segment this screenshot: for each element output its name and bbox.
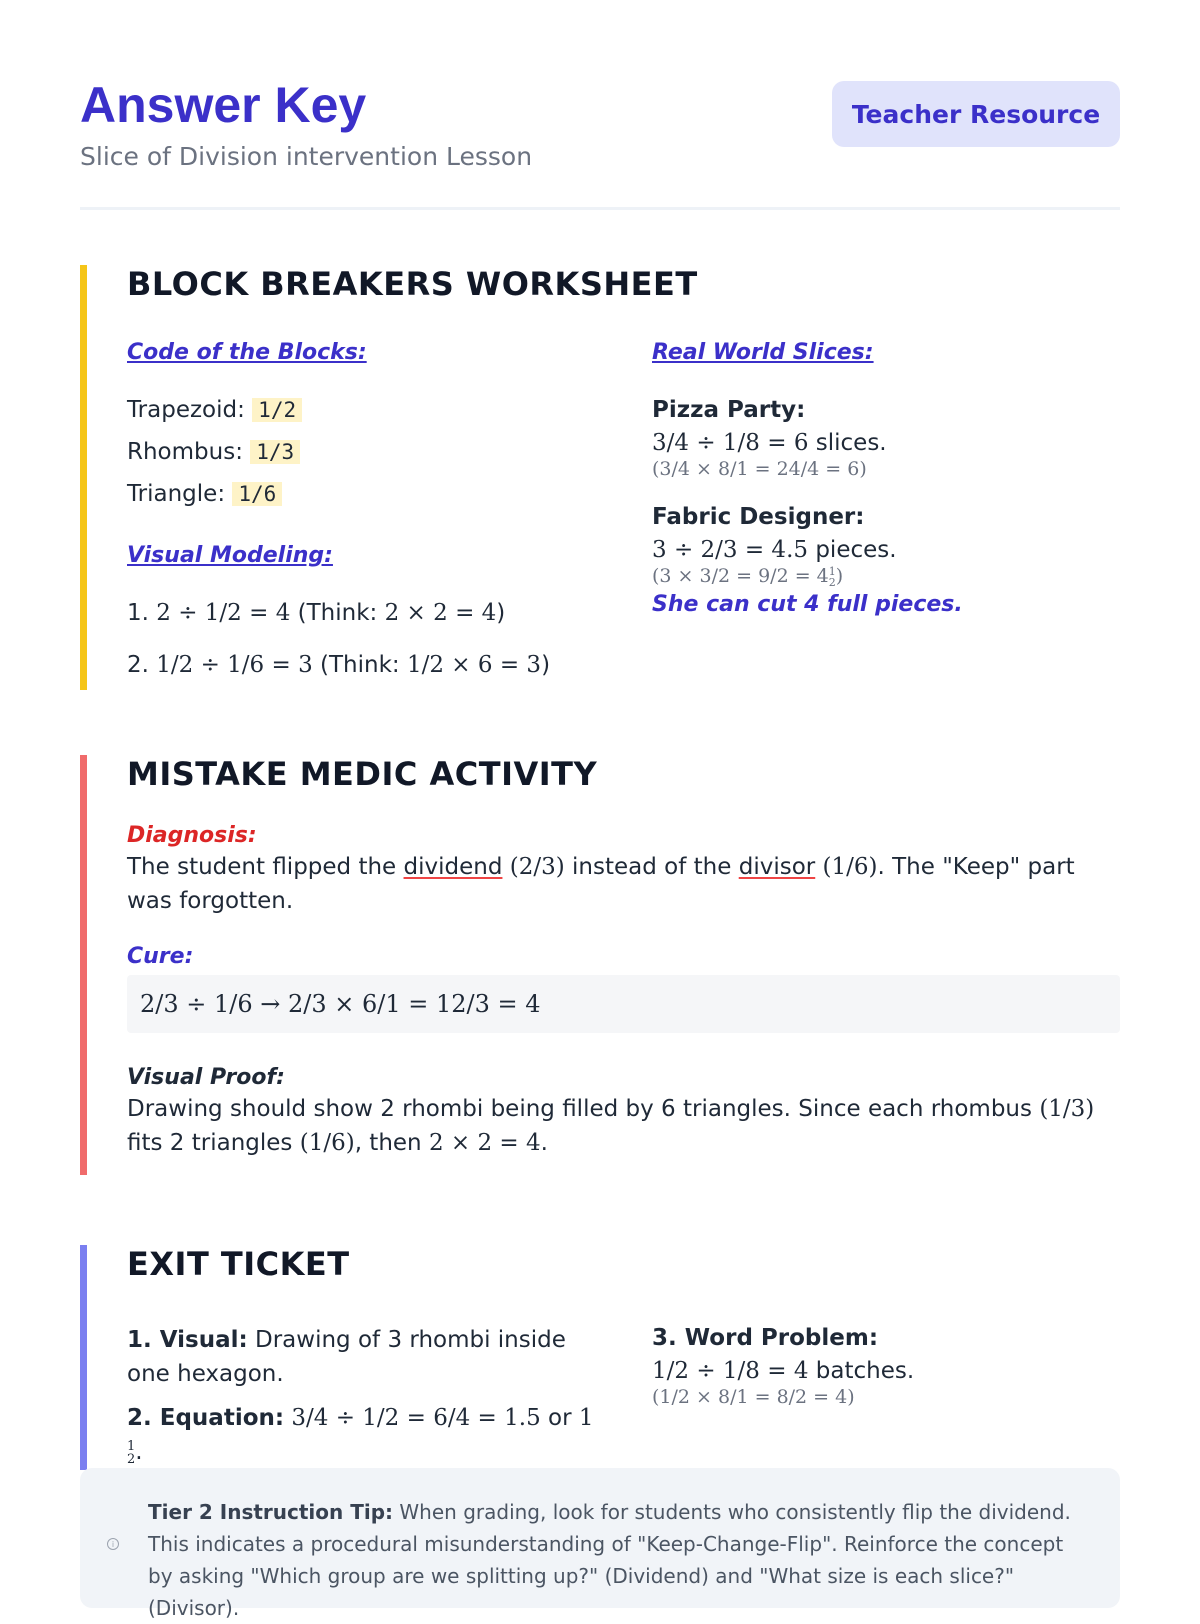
- close-paren: ): [496, 600, 506, 626]
- question-expression: 3/4 ÷ 1/2 = 6/4 = 1.5: [291, 1405, 541, 1431]
- section-title: EXIT TICKET: [127, 1245, 350, 1283]
- diag-text: instead of the: [572, 854, 732, 880]
- code-value: 1/3: [250, 440, 300, 464]
- cure-box: [127, 975, 1120, 1033]
- mistake-medic-section: [80, 755, 1120, 1175]
- section-title: MISTAKE MEDIC ACTIVITY: [127, 755, 598, 793]
- fraction: (2/3): [509, 854, 565, 880]
- proof-expression: 2 × 2 = 4: [428, 1130, 541, 1156]
- exit-question-3-work: (1/2 × 8/1 = 8/2 = 4): [652, 1386, 855, 1408]
- question-answer: Drawing of 3 rhombi inside one hexagon.: [127, 1327, 566, 1387]
- fabric-expression: 3 ÷ 2/3 = 4.5: [652, 537, 809, 563]
- item-expression: 1/2 ÷ 1/6 = 3: [156, 652, 313, 678]
- proof-text: , then: [354, 1130, 422, 1156]
- think-expression: 1/2 × 6 = 3: [406, 652, 542, 678]
- fabric-problem: [652, 502, 1122, 617]
- think-label: (Think:: [320, 652, 400, 678]
- denominator: 2: [828, 576, 836, 589]
- exit-question-3-answer: [652, 1356, 1122, 1386]
- cure-expression: 2/3 ÷ 1/6 → 2/3 × 6/1 = 12/3 = 4: [140, 990, 541, 1018]
- visual-proof-text: [127, 1092, 1120, 1160]
- think-expression: 2 × 2 = 4: [384, 600, 497, 626]
- question-expression: 1/2 ÷ 1/8 = 4: [652, 1358, 809, 1384]
- numerator: 1: [828, 565, 836, 578]
- exit-left-column: [127, 1323, 597, 1469]
- page-header: [80, 77, 1120, 210]
- code-label: Trapezoid:: [127, 397, 245, 423]
- fabric-work-prefix: (3 × 3/2 = 9/2 = 4: [652, 565, 829, 587]
- fraction: [829, 566, 836, 588]
- fabric-work-suffix: ): [835, 565, 844, 587]
- item-number: 1.: [127, 600, 149, 626]
- code-label: Rhombus:: [127, 439, 243, 465]
- question-text: .: [135, 1439, 143, 1465]
- denominator: 2: [127, 1451, 136, 1467]
- diag-text: . The "Keep" part was forgotten.: [127, 854, 1075, 914]
- numerator: 1: [127, 1438, 136, 1454]
- item-expression: 2 ÷ 1/2 = 4: [156, 600, 291, 626]
- diag-text: The student flipped the: [127, 854, 397, 880]
- code-label: Triangle:: [127, 481, 226, 507]
- exit-question-2: [127, 1401, 597, 1469]
- visual-modeling-heading: Visual Modeling:: [127, 543, 333, 568]
- proof-text: fits 2 triangles: [127, 1130, 293, 1156]
- question-label: 2. Equation:: [127, 1405, 285, 1431]
- real-world-column: [652, 340, 1122, 617]
- mixed-whole: 1: [578, 1405, 594, 1431]
- tip-body: When grading, look for students who consistently flip the dividend. This indicates a procedural misunderstanding of "Keep-Change-Flip". Reinforce the concept by asking "Which group are we splitting up?" (Dividend) and "What size is each slice?" (Divisor).: [148, 1500, 1071, 1620]
- cure-heading: Cure:: [127, 944, 194, 969]
- info-icon: i: [107, 1538, 119, 1550]
- code-value: 1/2: [252, 398, 302, 422]
- page-subtitle: Slice of Division intervention Lesson: [80, 142, 533, 171]
- pizza-work: (3/4 × 8/1 = 24/4 = 6): [652, 458, 867, 480]
- exit-question-3-label: 3. Word Problem:: [652, 1325, 879, 1351]
- section-title: BLOCK BREAKERS WORKSHEET: [127, 265, 698, 303]
- question-text: or: [548, 1405, 572, 1431]
- pizza-problem: [652, 395, 1122, 480]
- fabric-note: She can cut 4 full pieces.: [652, 592, 963, 617]
- proof-text: .: [540, 1130, 548, 1156]
- tip-text: [148, 1496, 1088, 1624]
- fabric-unit: pieces.: [815, 537, 897, 563]
- divisor-term: divisor: [738, 854, 816, 880]
- fabric-answer: [652, 535, 1122, 565]
- diagnosis-text: [127, 850, 1120, 918]
- block-breakers-section: [80, 265, 1120, 690]
- pizza-expression: 3/4 ÷ 1/8 = 6: [652, 430, 809, 456]
- fabric-work: [652, 565, 1122, 588]
- visual-item: [127, 650, 607, 680]
- close-paren: ): [541, 652, 551, 678]
- visual-proof-heading: Visual Proof:: [127, 1065, 285, 1090]
- teacher-resource-badge: Teacher Resource: [832, 81, 1120, 147]
- question-unit: batches.: [815, 1358, 915, 1384]
- code-item: [127, 479, 607, 521]
- fraction: (1/3): [1039, 1096, 1095, 1122]
- dividend-term: dividend: [403, 854, 503, 880]
- item-number: 2.: [127, 652, 149, 678]
- proof-text: Drawing should show 2 rhombi being filled by 6 triangles. Since each rhombus: [127, 1096, 1032, 1122]
- pizza-unit: slices.: [815, 430, 887, 456]
- think-label: (Think:: [297, 600, 378, 626]
- real-world-heading: Real World Slices:: [652, 340, 874, 365]
- fabric-title: Fabric Designer:: [652, 504, 865, 530]
- visual-item: [127, 598, 607, 628]
- pizza-answer: [652, 428, 1122, 458]
- pizza-title: Pizza Party:: [652, 397, 806, 423]
- code-value: 1/6: [232, 482, 282, 506]
- code-column: [127, 340, 607, 680]
- tip-label: Tier 2 Instruction Tip:: [148, 1500, 394, 1524]
- section-accent-bar: [80, 265, 87, 690]
- exit-question-1: [127, 1323, 597, 1391]
- page-title: Answer Key: [80, 77, 367, 133]
- section-accent-bar: [80, 755, 87, 1175]
- question-label: 1. Visual:: [127, 1327, 248, 1353]
- code-heading: Code of the Blocks:: [127, 340, 367, 365]
- code-list: [127, 395, 607, 521]
- code-item: [127, 395, 607, 437]
- instruction-tip: [80, 1468, 1120, 1620]
- fraction: (1/6): [822, 854, 878, 880]
- exit-right-column: [652, 1323, 1122, 1408]
- diagnosis-heading: Diagnosis:: [127, 823, 257, 848]
- fraction: (1/6): [299, 1130, 355, 1156]
- section-accent-bar: [80, 1245, 87, 1470]
- exit-ticket-section: [80, 1245, 1120, 1470]
- code-item: [127, 437, 607, 479]
